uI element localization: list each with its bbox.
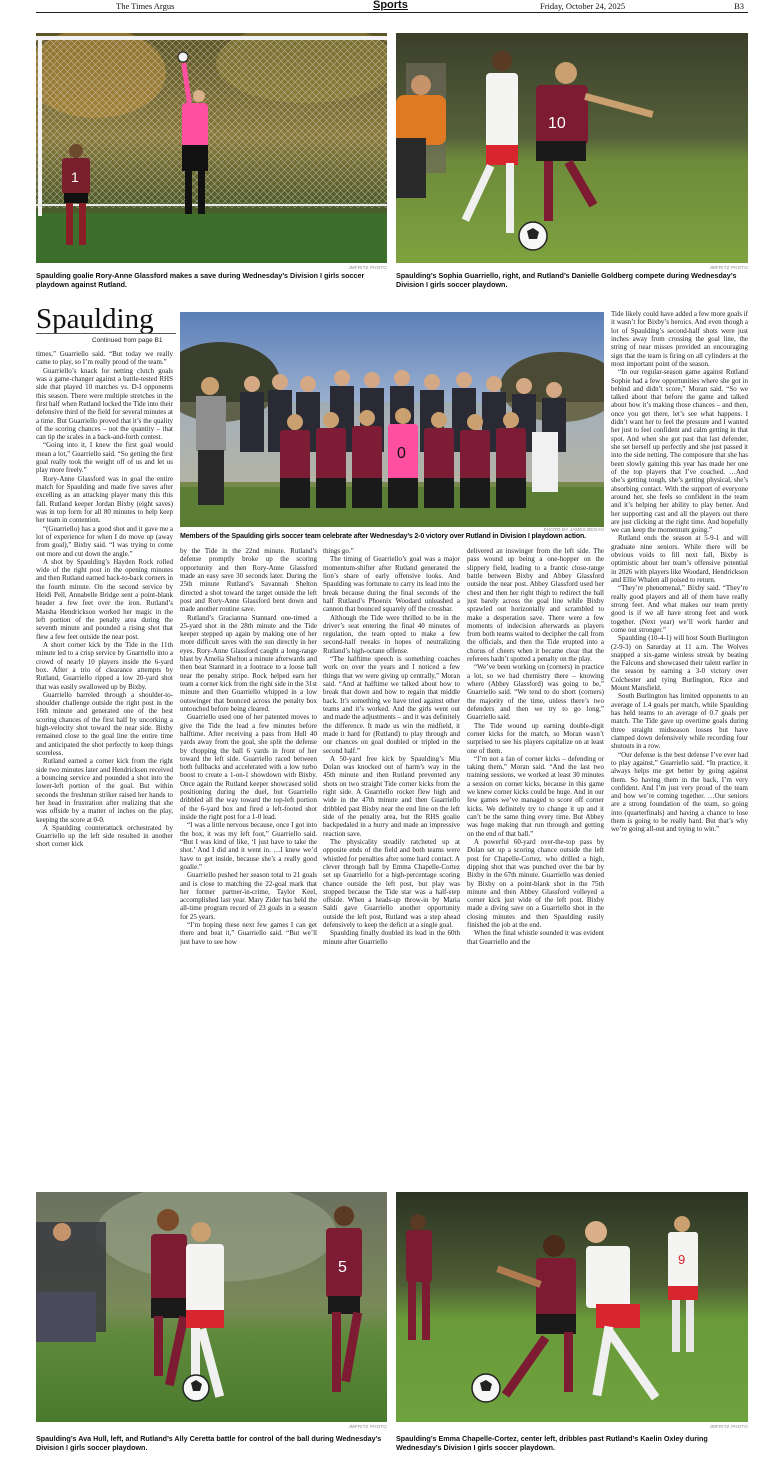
photo-credit: JMFRITZ PHOTO	[348, 1424, 387, 1429]
paragraph: The Tide wound up earning double-digit corner kicks for the match, so Moran wasn’t surprised to see his players capitalize on at least one of them.	[467, 721, 604, 755]
paragraph: Guarriello pushed her season total to 21 goals and is close to matching the 22-goal mark that her former partner-in-crime, Taylor Keel, accomplished last year. Mary Zider has held the all-time program record of 23 goals in a season for 25 years.	[180, 871, 317, 921]
paragraph: Spaulding finally doubled its lead in the 60th minute after Guarriello	[323, 929, 460, 946]
photo-hull-ceretta	[36, 1192, 387, 1422]
svg-text:0: 0	[397, 445, 406, 462]
paragraph: Rutland’s Gracianna Stannard one-timed a 25-yard shot in the 28th minute and the Tide keeper stepped up again by making one of her more difficult saves with the sun directly in her eyes. Rory-Anne Glassford caught a long-range blast by Amelia Shelton a minute afterwards and then beat Stannard in a footrace to a loose ball near the penalty stripe. Rock helped earn her team a corner kick from the right side in the 31st minute and then Guarriello whipped in a low outswinger that bounced across the penalty box untouched before being cleared.	[180, 613, 317, 713]
paragraph: A powerful 60-yard over-the-top pass by Dolan set up a scoring chance outside the left post for Chapelle-Cortez, who drilled a high, dipping shot that was punched over the bar by Bixby in the 67th minute. Guarriello was denied by Bixby on a point-blank shot in the 75th minute and then Abbey Glassford volleyed a corner kick just wide of the left post. Bixby made a diving save on a Guarriello shot in the closing minutes and then Spaulding easily finished the job at the end.	[467, 837, 604, 930]
photo-credit: JMFRITZ PHOTO	[348, 265, 387, 270]
issue-date: Friday, October 24, 2025	[540, 1, 626, 11]
paragraph: When the final whistle sounded it was evident that Guarriello and the	[467, 929, 604, 946]
paragraph: The physicality steadily ratcheted up at opposite ends of the field and both teams were whistled for penalties after some hard contact. A clever through ball by Emma Chapelle-Cortez set up Guarriello for a high-percentage scoring chance outside the left post, but play was stopped because the Tide star was a half-step offside. When a heads-up throw-in by Maria Saldi gave Guarriello another opportunity outside the left post, Rutland was a step ahead defensively to keep the deficit at a single goal.	[323, 837, 460, 930]
photo-caption: Spaulding’s Ava Hull, left, and Rutland’s Ally Ceretta battle for control of the ball during Wednesday’s Division I girls soccer playdown.	[36, 1434, 382, 1452]
article-column-5	[611, 310, 748, 1181]
paragraph: Although the Tide were thrilled to be in the driver’s seat entering the final 40 minutes of regulation, the team opted to make a few second-half tweaks in hopes of neutralizing Rutland’s high-octane offense.	[323, 613, 460, 655]
headline-divider	[36, 333, 176, 334]
paragraph: “Our defense is the best defense I’ve ever had to play against,” Guarriello said. “In practice, it always helps me get better by going against them. So having them in the back, I’m very confident. And I’m just very proud of the team and how we’re coming together. …Our seniors are a strong foundation of the team, so going into (quarterfinals) and having a chance to lose them is going to be really hard. But that’s why we’re going all-out and trying to win.”	[611, 750, 748, 834]
svg-text:9: 9	[678, 1252, 686, 1267]
paragraph: “The halftime speech is something coaches work on over the years and I noticed a few things that we were giving up centrally,” Moran said. “And at halftime we talked about how to break that down and how to regain that middle back. It’s something we have tried against other teams and it’s worked. And the girls went out and made the adjustments – and it was definitely the difference. It made us win the midfield, it made it hard for (Rutland) to play through and our chances on goal doubled or tripled in the second half.”	[323, 655, 460, 755]
paragraph: A Spaulding counterattack orchestrated by Guarriello up the left side resulted in another short corner kick	[36, 823, 173, 849]
section-title: Sports	[373, 0, 408, 11]
photo-team-celebration	[180, 312, 604, 527]
page-header	[36, 0, 748, 13]
paragraph: A shot by Spaulding’s Hayden Rock rolled wide of the right post in the opening minutes and then Rutland earned back-to-back corners in the fourth minute. On the second service by Heidi Pell, Annabelle Bridge sent a point-blank header a few feet over the iron. Rutland’s Maisha Hendrickson worked her magic in the left portion of the penalty area during the seventh minute and pounded a rising shot that flew a few feet outside the near post.	[36, 557, 173, 641]
paragraph: “We’ve been working on (corners) in practice a lot, so we had chemistry there – knowing where (Abbey Glassford) was going to be,” Guarriello said. “We tend to do short (corners) the majority of the time, unless there’s two defenders and then we try to go long,” Guarriello said.	[467, 663, 604, 722]
paragraph: Guarriello barreled through a shoulder-to-shoulder challenge outside the right post in the 16th minute and generated one of the best scoring chances of the first half by uncorking a high-velocity shot toward the near side. Bixby remained close to the goal line the entire time and anticipated the shot perfectly to keep things scoreless.	[36, 690, 173, 757]
photo-credit: JMFRITZ PHOTO	[709, 1424, 748, 1429]
article-headline: Spaulding	[36, 303, 154, 335]
paragraph: by the Tide in the 22nd minute. Rutland’s defense promptly broke up the scoring opportunity and then Rory-Anne Glassford made an easy save 30 seconds later. During the 25th minute Rutland’s Savannah Shelton directed a shot toward the target outside the left post and Rory-Anne Glassford bent down and made another routine save.	[180, 547, 317, 614]
newspaper-name: The Times Argus	[116, 1, 175, 11]
svg-text:1: 1	[71, 169, 79, 185]
continued-from: Continued from page B1	[92, 337, 163, 344]
photo-credit: JMFRITZ PHOTO	[709, 265, 748, 270]
photo-chapelle-cortez-oxley	[396, 1192, 748, 1422]
paragraph: Guarriello used one of her patented moves to give the Tide the lead a few minutes before halftime. After receiving a pass from Hull 40 yards away from the goal, she split the defense by chopping the ball 6 yards in front of her toward the left side. Guarriello raced between both fullbacks and accelerated with a low turbo boost to create a 1-on-1 showdown with Bixby. Once again the Rutland keeper showcased solid positioning during the duel, but Guarriello dribbled all the way toward the top-left portion of the 6-yard box and fired a left-footed shot inside the right post for a 1-0 lead.	[180, 713, 317, 821]
paragraph: Spaulding (10-4-1) will host South Burlington (2-9-3) on Saturday at 11 a.m. The Wolves snapped a six-game winless streak by beating the Falcons and showcased their talent earlier in the season by earning a 3-0 victory over Colchester and tying Burlington, Rice and Mount Mansfield.	[611, 634, 748, 693]
photo-caption: Spaulding goalie Rory-Anne Glassford makes a save during Wednesday’s Division I girls soccer playdown against Rutland.	[36, 271, 365, 289]
paragraph: Guarriello’s knack for netting clutch goals was a game-changer against a battle-tested RHS side that played 10 matches vs. D-I opponents this season. There were multiple stretches in the first half when Rutland locked the Tide into their defensive third of the field for several minutes at a time. But Guarriello proved that it’s the quality of the scoring chances – not the quantity – that can tip the scales in a back-and-forth contest.	[36, 366, 173, 442]
photo-guarriello-goldberg	[396, 33, 748, 263]
photo-caption: Spaulding’s Sophia Guarriello, right, and Rutland’s Danielle Goldberg compete during Wednesday’s Division I girls soccer playdown.	[396, 271, 737, 289]
paragraph: “I’m not a fan of corner kicks – defending or taking them,” Moran said. “And the last two training sessions, we worked at least 30 minutes a session on corner kicks, because in this game we knew corner kicks could be huge. And in our few games we’ve managed to score off corner kicks. We definitely try to change it up and it can’t be the same thing every time. But Abbey was huge making that run through and getting on the end of that ball.”	[467, 754, 604, 838]
svg-text:10: 10	[548, 115, 566, 132]
paragraph: “I’m hoping these next few games I can get there and beat it,” Guarriello said. “But we’ll just have to see how	[180, 921, 317, 946]
article-column-3	[323, 547, 460, 1181]
paragraph: “In our regular-season game against Rutland Sophie had a few opportunities where she got in behind and didn’t score,” Moran said. “So we talked about that before the game and talked about how it’s making those chances – and then, once you get there, let’s see what happens. I didn’t want her to feel the pressure and I wanted her just to feel confident and calm getting in that spot. And when she got past that last defender, she set herself up perfectly and she just passed it into the side netting. The composure that she has been slowly gaining this year has made her one of the top players that I’ve coached. …And she’s getting tough, she’s getting physical, she’s absorbing contact. With the support of everyone around her, she feels so confident in the team and it’s helping her ability to play better. And her supporting cast and all the players out there are just clicking at the right time. And hopefully we can keep the momentum going.”	[611, 368, 748, 535]
photo-goalie-save	[36, 33, 387, 263]
page-number: B3	[734, 1, 744, 11]
photo-caption: Members of the Spaulding girls soccer team celebrate after Wednesday’s 2-0 victory over Rutland in Division I playdown action.	[180, 533, 586, 540]
paragraph: A short corner kick by the Tide in the 11th minute led to a crisp service by Guarriello into a crowd of nearly 10 players inside the 6-yard box. After a trio of clearance attempts by Rutland, Guarriello ripped a low 20-yard shot that was easily swallowed up by Bixby.	[36, 640, 173, 691]
photo-caption: Spaulding’s Emma Chapelle-Cortez, center left, dribbles past Rutland’s Kaelin Oxley during Wednesday’s Division I girls soccer playdown.	[396, 1434, 708, 1452]
paragraph: Rory-Anne Glassford was in goal the entire match for Spaulding and made five saves after excelling as an attacking player many this this fall. Rutland keeper Jordan Bixby (eight saves) was in top form for all 80 minutes to help keep her team in contention.	[36, 474, 173, 525]
paragraph: A 50-yard free kick by Spaulding’s Mia Dolan was knocked out of harm’s way in the 45th minute and then Rutland prevented any shots on two straight Tide corner kicks from the right side. A Guarriello rocket flew high and wide in the 47th minute and then Guarriello dribbled past Bixby near the end line on the left side of the penalty area, but the RHS goalie backpedaled in a hurry and made an impressive reaction save.	[323, 754, 460, 838]
paragraph: times,” Guarriello said. “But today we really came to play, so I’m really proud of the team.”	[36, 350, 173, 367]
paragraph: “I was a little nervous because, once I got into the box, it was my left foot,” Guarriello said. “But I was kind of like, ‘I just have to take the shot.’ And I did and it went in. …I knew we’d have to get inside, because she’s a really good goalie.”	[180, 821, 317, 871]
photo-credit: PHOTO BY JAMES BEGAN	[543, 527, 604, 532]
paragraph: Rutland ends the season at 5-9-1 and will graduate nine seniors. While there will be obvious voids to fill next fall, Bixby is optimistic about her team’s offensive potential in 2026 with players like Woodard, Hendrickson and Ellie Whalen all poised to return.	[611, 534, 748, 584]
svg-text:5: 5	[338, 1259, 347, 1276]
paragraph: South Burlington has limited opponents to an average of 1.4 goals per match, while Spaulding has held teams to an average of 0.7 goals per match. The Tide gave up overtime goals during three straight midseason losses but have clamped down defensively while recording four shutouts in a row.	[611, 692, 748, 751]
article-column-1	[36, 350, 173, 1181]
article-column-4	[467, 547, 604, 1181]
paragraph: “They’re phenomenal,” Bixby said. “They’re really good players and all of them have really strong feet. And what makes our team pretty good is if we all have strong feet and work together. (Next year) we’ll work harder and come out stronger.”	[611, 584, 748, 634]
paragraph: “Going into it, I knew the first goal would mean a lot,” Guarriello said. “So getting the first goal really took the weight off of us and let us play more freely.”	[36, 441, 173, 475]
paragraph: The timing of Guarriello’s goal was a major momentum-shifter after Rutland generated the lion’s share of early offensive looks. And Spaulding was fortunate to carry its lead into the break because during the final seconds of the half Rutland’s Phoenix Woodard unleashed a cannon that bounced squarely off the crossbar.	[323, 555, 460, 614]
paragraph: Rutland earned a corner kick from the right side two minutes later and Hendricksen received a bouncing service and pounded a shot into the lower-left portion of the goal. But within seconds the freshman striker raised her hands to her head in frustration after realizing that she was offside by a matter of inches on the play, keeping the score at 0-0.	[36, 757, 173, 824]
paragraph: delivered an inswinger from the left side. The pass wound up being a one-hopper on the slippery field, leading to a frantic close-range battle between Bixby and Abbey Glassford outside the near post. Abbey Glassford used her chest and then her right thigh to redirect the ball just barely across the goal line while Bixby sprawled out horizontally and scrambled to make a desperation save. There were a few moments of indecision afterwards as players from both teams waited to decipher the call from the officials, and then the Tide erupted into a chorus of cheers when it became clear that the referees hadn’t spotted a penalty on the play.	[467, 547, 604, 664]
paragraph: Tide likely could have added a few more goals if it wasn’t for Bixby’s heroics. And even though a lot of Spaulding’s second-half shots were just inches away from crossing the goal line, the string of near misses provided an encouraging sign that the team is firing on all cylinders at the most important point of the season.	[611, 310, 748, 368]
paragraph: things go.”	[323, 547, 354, 555]
article-column-2	[180, 547, 317, 1181]
paragraph: “(Guarriello) has a good shot and it gave me a lot of experience for when I do move up (away from goal),” Bixby said. “I was trying to come out more and cut down the angle.”	[36, 524, 173, 558]
